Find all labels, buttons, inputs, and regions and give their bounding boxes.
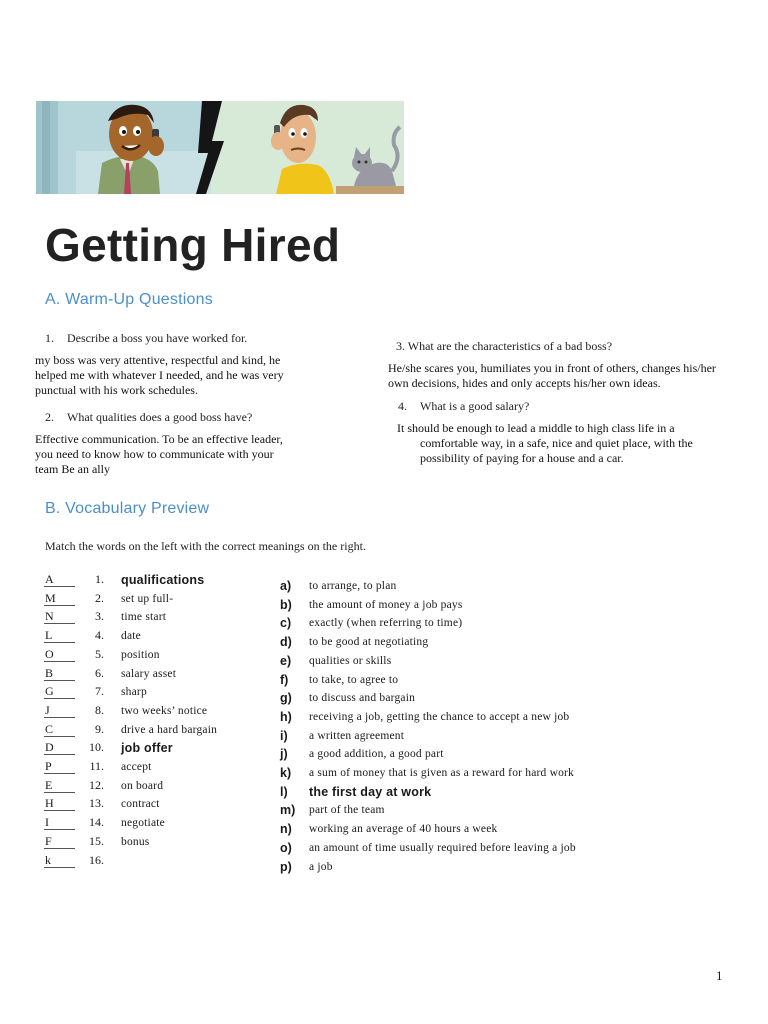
word-number: 7.: [95, 684, 104, 699]
meaning-letter: l): [280, 784, 288, 799]
question-4-text: What is a good salary?: [420, 399, 530, 413]
question-3-text: 3. What are the characteristics of a bad boss?: [396, 339, 613, 353]
word-number: 11.: [89, 759, 104, 773]
vocabulary-word: drive a hard bargain: [121, 723, 218, 736]
meaning-text: to take, to agree to: [309, 673, 399, 686]
answer-4-line-3: possibility of paying for a house and a car.: [420, 451, 624, 465]
word-number: 1.: [95, 572, 104, 586]
vocabulary-word: job offer: [121, 741, 173, 756]
meaning-text: working an average of 40 hours a week: [309, 823, 498, 836]
answer-blank[interactable]: A: [44, 573, 75, 587]
answer-3-line-2: own decisions, hides and only accepts his/her own ideas.: [388, 376, 661, 390]
meaning-text: a written agreement: [309, 729, 405, 742]
meaning-letter: p): [280, 859, 292, 874]
vocabulary-word: qualifications: [121, 573, 205, 587]
answer-blank[interactable]: L: [44, 629, 75, 643]
meaning-text: a job: [309, 860, 333, 873]
word-number: 13.: [89, 796, 104, 811]
answer-blank[interactable]: P: [44, 760, 75, 774]
question-1-text: Describe a boss you have worked for.: [67, 331, 248, 345]
meaning-letter: d): [280, 635, 292, 650]
answer-blank[interactable]: G: [44, 685, 75, 699]
meaning-letter: a): [280, 579, 292, 593]
meaning-text: to arrange, to plan: [309, 580, 397, 592]
word-number: 5.: [95, 646, 104, 661]
meaning-letter: c): [280, 616, 292, 631]
answer-blank[interactable]: B: [44, 667, 75, 681]
answer-blank[interactable]: M: [44, 592, 75, 606]
answer-1-line-3: punctual with his work schedules.: [35, 383, 198, 397]
question-4-number: 4.: [398, 399, 407, 413]
word-number: 12.: [89, 777, 104, 792]
meaning-text: a sum of money that is given as a reward for hard work: [309, 767, 575, 779]
meaning-text: qualities or skills: [309, 654, 392, 667]
meaning-text: to be good at negotiating: [309, 636, 429, 649]
answer-blank[interactable]: F: [44, 835, 75, 849]
page-title: Getting Hired: [45, 219, 341, 271]
vocabulary-word: time start: [121, 611, 167, 624]
answer-blank[interactable]: I: [44, 816, 75, 830]
meaning-text: the first day at work: [309, 784, 432, 799]
meaning-letter: m): [280, 803, 296, 818]
meaning-letter: e): [280, 653, 292, 668]
vocabulary-word: accept: [121, 761, 152, 773]
answer-1-line-2: helped me with whatever I needed, and he was very: [35, 368, 284, 382]
word-number: 6.: [95, 665, 104, 680]
vocabulary-word: on board: [121, 779, 164, 792]
meaning-letter: j): [280, 747, 288, 762]
word-number: 10.: [89, 740, 104, 755]
word-number: 4.: [95, 628, 104, 643]
meaning-letter: g): [280, 691, 292, 706]
answer-blank[interactable]: D: [44, 741, 75, 755]
word-number: 2.: [95, 590, 104, 605]
vocabulary-instruction: Match the words on the left with the correct meanings on the right.: [45, 539, 366, 553]
meaning-text: the amount of money a job pays: [309, 598, 463, 611]
vocabulary-word: position: [121, 648, 160, 661]
vocabulary-word: sharp: [121, 686, 147, 699]
meaning-text: part of the team: [309, 804, 385, 817]
meaning-letter: n): [280, 822, 292, 837]
meaning-letter: b): [280, 597, 292, 612]
answer-4-line-2: comfortable way, in a safe, nice and quiet place, with the: [420, 436, 693, 450]
meaning-letter: i): [280, 728, 288, 743]
word-number: 15.: [89, 833, 104, 848]
vocabulary-word: bonus: [121, 835, 150, 848]
word-number: 16.: [89, 852, 104, 867]
answer-blank[interactable]: N: [44, 610, 75, 624]
meaning-text: to discuss and bargain: [309, 692, 416, 705]
question-2-text: What qualities does a good boss have?: [67, 410, 253, 424]
meaning-text: receiving a job, getting the chance to accept a new job: [309, 710, 570, 723]
phone-call-illustration: [36, 101, 404, 194]
answer-blank[interactable]: E: [44, 779, 75, 793]
answer-4-line-1: It should be enough to lead a middle to high class life in a: [397, 421, 675, 435]
vocabulary-word: negotiate: [121, 817, 165, 830]
vocabulary-word: set up full-: [121, 592, 174, 605]
header-illustration: [36, 101, 404, 194]
vocabulary-word: two weeks’ notice: [121, 704, 208, 717]
word-number: 3.: [95, 609, 104, 624]
page-number: 1: [716, 968, 723, 983]
question-2-number: 2.: [45, 410, 54, 424]
answer-2-line-2: you need to know how to communicate with your: [35, 447, 274, 461]
meaning-text: a good addition, a good part: [309, 748, 444, 761]
answer-2-line-1: Effective communication. To be an effective leader,: [35, 432, 283, 446]
word-number: 14.: [89, 815, 104, 830]
meaning-text: an amount of time usually required before leaving a job: [309, 841, 576, 854]
vocabulary-word: salary asset: [121, 667, 177, 680]
meaning-letter: o): [280, 840, 292, 855]
answer-blank[interactable]: C: [44, 723, 75, 737]
answer-3-line-1: He/she scares you, humiliates you in front of others, changes his/her: [388, 361, 716, 375]
meaning-letter: h): [280, 709, 292, 724]
word-number: 8.: [95, 702, 104, 717]
section-a-heading: A. Warm-Up Questions: [45, 291, 213, 308]
vocabulary-word: contract: [121, 798, 160, 811]
question-1-number: 1.: [45, 331, 54, 345]
answer-blank[interactable]: J: [44, 704, 75, 718]
answer-2-line-3: team Be an ally: [35, 462, 110, 476]
answer-blank[interactable]: H: [44, 797, 75, 811]
meaning-letter: k): [280, 766, 292, 780]
answer-blank[interactable]: O: [44, 648, 75, 662]
vocabulary-word: date: [121, 630, 141, 643]
word-number: 9.: [95, 721, 104, 736]
meaning-text: exactly (when referring to time): [309, 617, 463, 630]
answer-blank[interactable]: k: [44, 854, 75, 868]
meaning-letter: f): [280, 672, 289, 687]
section-b-heading: B. Vocabulary Preview: [45, 500, 210, 517]
answer-1-line-1: my boss was very attentive, respectful and kind, he: [35, 353, 281, 367]
